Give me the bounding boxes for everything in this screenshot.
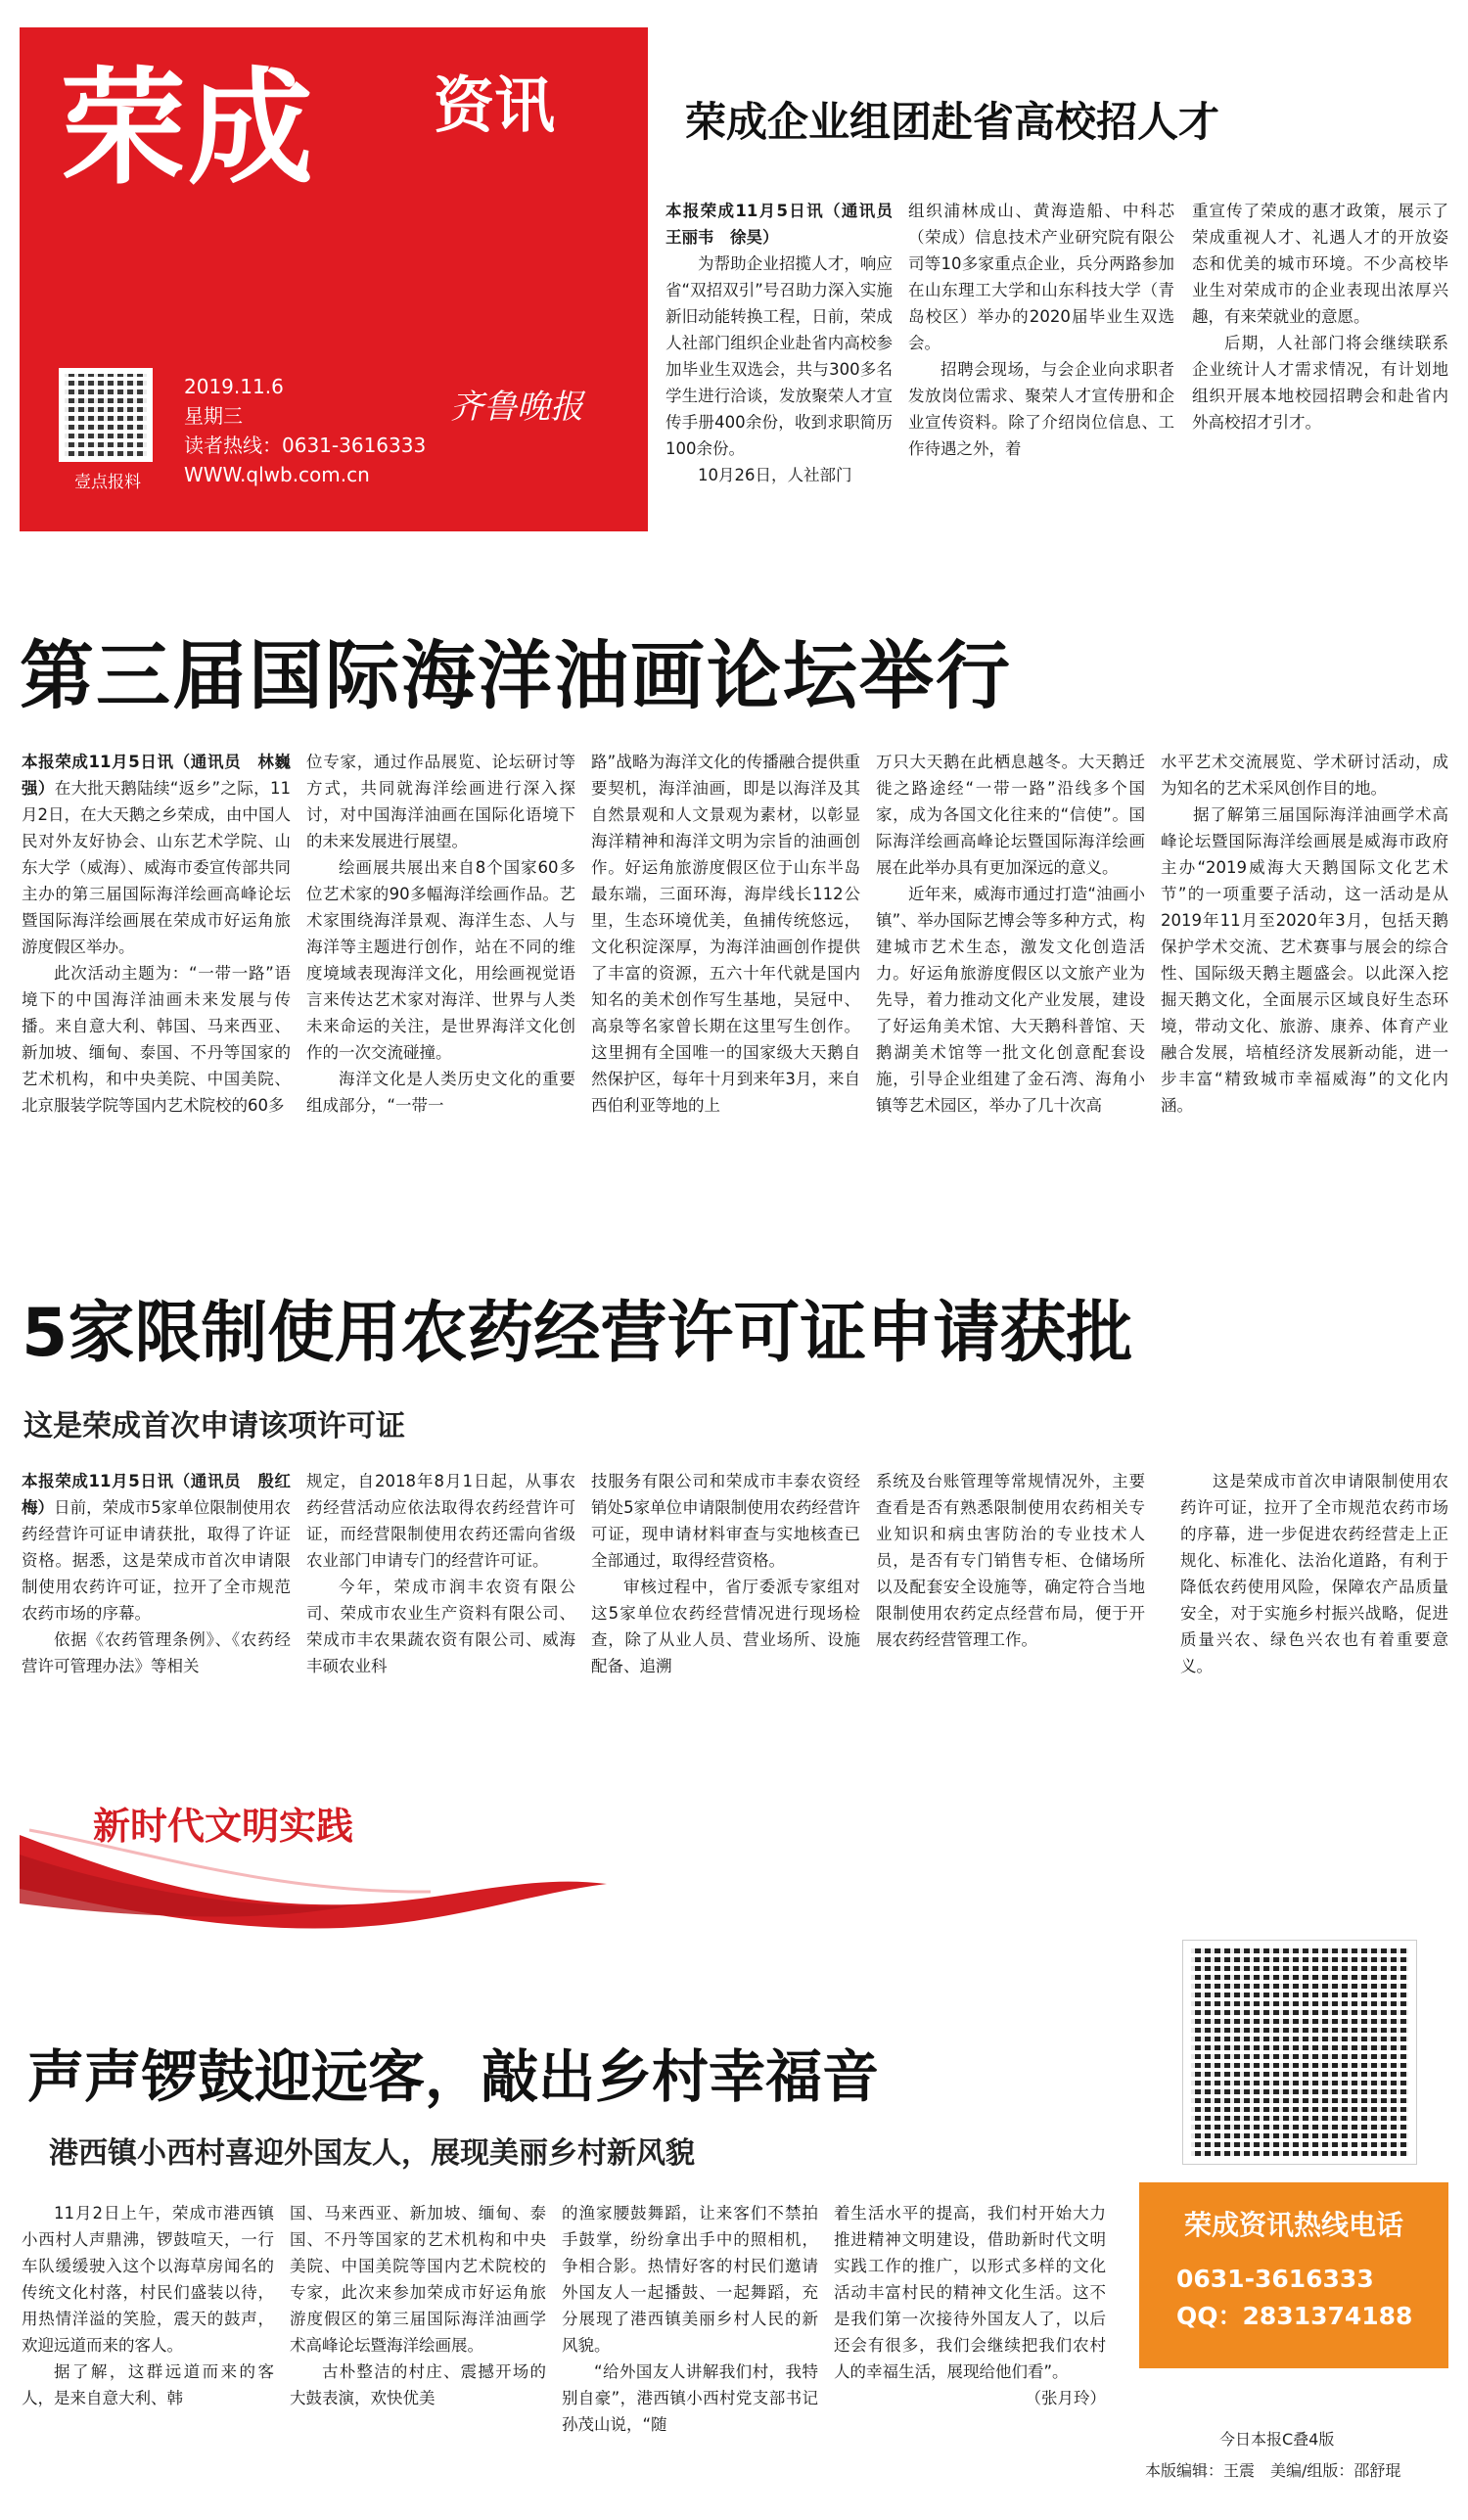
hotline-phone[interactable]: 0631-3616333 [1176, 2265, 1374, 2293]
banner-title: 新时代文明实践 [93, 1804, 354, 1848]
article1-col2: 组织浦林成山、黄海造船、中科芯（荣成）信息技术产业研究院有限公司等10多家重点企业，兵分两路参加在山东理工大学和山东科技大学（青岛校区）举办的2020届毕业生双选会。 招聘会现场，与会企业向求职者发放岗位需求、聚荣人才宣传册和企业宣传资料。除了介绍岗位信息、工作待遇之外，着 [908, 202, 1174, 458]
article4-col3: 的渔家腰鼓舞蹈，让来客们不禁拍手鼓掌，纷纷拿出手中的照相机，争相合影。热情好客的村民们邀请外国友人一起播鼓、一起舞蹈，充分展现了港西镇美丽乡村人民的新风貌。 “给外国友人讲解我们村，我特别自豪”，港西镇小西村党支部书记孙茂山说，“随 [562, 2204, 818, 2434]
article2-byline: 本报荣成11月5日讯（通讯员 林巍强） [22, 753, 291, 798]
article3-col2: 规定，自2018年8月1日起，从事农药经营活动应依法取得农药经营许可证，而经营限制使用农药还需向省级农业部门申请专门的经营许可证。 今年，荣成市润丰农资有限公司、荣成市农业生产资料有限公司、荣成市丰农果蔬农资有限公司、威海丰硕农业科 [306, 1472, 575, 1675]
article2-col4: 万只大天鹅在此栖息越冬。大天鹅迁徙之路途经“一带一路”沿线多个国家，成为各国文化往来的“信使”。国际海洋绘画高峰论坛暨国际海洋绘画展在此举办具有更加深远的意义。 近年来，威海市通过打造“油画小镇”、举办国际艺博会等多种方式，构建城市艺术生态，激发文化创造活力。好运角旅游度假区以文旅产业为先导，着力推动文化产业发展，建设了好运角美术馆、大天鹅科普馆、天鹅湖美术馆等一批文化创意配套设施，引导企业组建了金石湾、海角小镇等艺术园区，举办了几十次高 [876, 753, 1145, 1115]
article1-col3: 重宣传了荣成的惠才政策，展示了荣成重视人才、礼遇人才的开放姿态和优美的城市环境。不少高校毕业生对荣成市的企业表现出浓厚兴趣，有来荣就业的意愿。 后期，人社部门将会继续联系企业统计人才需求情况，有计划地组织开展本地校园招聘会和赴省内外高校招才引才。 [1192, 202, 1448, 432]
article2-col1: 本报荣成11月5日讯（通讯员 林巍强）在大批天鹅陆续“返乡”之际，11月2日，在大天鹅之乡荣成，由中国人民对外友好协会、山东艺术学院、山东大学（威海）、威海市委宣传部共同主办的第三届国际海洋绘画高峰论坛暨国际海洋绘画展在荣成市好运角旅游度假区举办。 此次活动主题为：“一带一路”语境下的中国海洋油画未来发展与传播。来自意大利、韩国、马来西亚、新加坡、缅甸、泰国、不丹等国家的艺术机构，和中央美院、中国美院、北京服装学院等国内艺术院校的60多 [22, 753, 292, 1115]
article2-col5: 水平艺术交流展览、学术研讨活动，成为知名的艺术采风创作目的地。 据了解第三届国际海洋油画学术高峰论坛暨国际海洋绘画展是威海市政府主办“2019威海大天鹅国际文化艺术节”的一项重要子活动，这一活动是从2019年11月至2020年3月，包括天鹅保护学术交流、艺术赛事与展会的综合性、国际级天鹅主题盛会。以此深入挖掘天鹅文化，全面展示区域良好生态环境，带动文化、旅游、康养、体育产业融合发展，培植经济发展新动能，进一步丰富“精致城市幸福威海”的文化内涵。 [1161, 753, 1448, 1115]
article4-col2: 国、马来西亚、新加坡、缅甸、泰国、不丹等国家的艺术机构和中央美院、中国美院等国内艺术院校的专家，此次来参加荣成市好运角旅游度假区的第三届国际海洋油画学术高峰论坛暨海洋绘画展。 古朴整洁的村庄、震撼开场的大鼓表演，欢快优美 [290, 2204, 546, 2407]
hotline-title: 荣成资讯热线电话 [1183, 2209, 1403, 2241]
article4-author: （张月玲） [1025, 2389, 1106, 2407]
issue-weekday: 星期三 [184, 404, 243, 428]
article4-col4: 着生活水平的提高，我们村开始大力推进精神文明建设，借助新时代文明实践工作的推广，以形式多样的文化活动丰富村民的精神文化生活。这不是我们第一次接待外国友人了，以后还会有很多，我们会继续把我们农村人的幸福生活，展现给他们看”。 （张月玲） [834, 2200, 1106, 2411]
article3-col5: 这是荣成市首次申请限制使用农药许可证，拉开了全市规范农药市场的序幕，进一步促进农药经营走上正规化、标准化、法治化道路，有利于降低农药使用风险，保障农产品质量安全，对于实施乡村振兴战略，促进质量兴农、绿色兴农也有着重要意义。 [1180, 1472, 1448, 1675]
article3-byline: 本报荣成11月5日讯（通讯员 殷红梅） [22, 1472, 291, 1517]
issue-date: 2019.11.6 [184, 375, 284, 398]
article2-col2: 位专家，通过作品展览、论坛研讨等方式，共同就海洋绘画进行深入探讨，对中国海洋油画在国际化语境下的未来发展进行展望。 绘画展共展出来自8个国家60多位艺术家的90多幅海洋绘画作品。艺术家围绕海洋景观、海洋生态、人与海洋等主题进行创作，站在不同的维度境域表现海洋文化，用绘画视觉语言来传达艺术家对海洋、世界与人类未来命运的关注，是世界海洋文化创作的一次交流碰撞。 海洋文化是人类历史文化的重要组成部分，“一带一 [306, 753, 575, 1115]
article2-title: 第三届国际海洋油画论坛举行 [20, 632, 1012, 719]
article3-col4: 系统及台账管理等常规情况外，主要查看是否有熟悉限制使用农药相关专业知识和病虫害防治的专业技术人员，是否有专门销售专柜、仓储场所以及配套安全设施等，确定符合当地限制使用农药定点经营布局，便于开展农药经营管理工作。 [876, 1472, 1145, 1649]
masthead-logo: 荣成 [61, 56, 316, 202]
article4-subtitle: 港西镇小西村喜迎外国友人，展现美丽乡村新风貌 [49, 2136, 695, 2171]
masthead-info [184, 372, 426, 489]
footer-pages: 今日本报C叠4版 [1219, 2430, 1335, 2449]
article3-subtitle: 这是荣成首次申请该项许可证 [23, 1409, 405, 1443]
article4-title: 声声锣鼓迎远客，敲出乡村幸福音 [27, 2043, 880, 2110]
masthead [20, 27, 648, 531]
article4-col1: 11月2日上午，荣成市港西镇小西村人声鼎沸，锣鼓喧天，一行车队缓缓驶入这个以海草房闻名的传统文化村落，村民们盛装以待，用热情洋溢的笑脸，震天的鼓声，欢迎远道而来的客人。 据了解，这群远道而来的客人，是来自意大利、韩 [22, 2204, 274, 2407]
paper-name: 齐鲁晚报 [450, 388, 583, 427]
hotline-box [1139, 2182, 1448, 2368]
footer-editors: 本版编辑：王震 美编/组版：邵舒琨 [1145, 2461, 1401, 2480]
hotline-qr-code[interactable] [1182, 1940, 1417, 2165]
reader-hotline: 读者热线：0631-3616333 [184, 434, 427, 457]
article3-col1: 本报荣成11月5日讯（通讯员 殷红梅）日前，荣成市5家单位限制使用农药经营许可证申请获批，取得了许证资格。据悉，这是荣成市首次申请限制使用农药许可证，拉开了全市规范农药市场的序幕。 依据《农药管理条例》、《农药经营许可管理办法》等相关 [22, 1472, 291, 1675]
article3-title: 5家限制使用农药经营许可证申请获批 [22, 1295, 1133, 1372]
civilization-banner [20, 1796, 646, 1933]
website-link[interactable]: WWW.qlwb.com.cn [184, 463, 370, 486]
article1-title: 荣成企业组团赴省高校招人才 [685, 98, 1220, 146]
article1-col1: 本报荣成11月5日讯（通讯员 王丽韦 徐昊） 为帮助企业招揽人才，响应省“双招双引”号召助力深入实施新旧动能转换工程，日前，荣成人社部门组织企业赴省内高校参加毕业生双选会，共与300多名学生进行洽谈，发放聚荣人才宣传手册400余份，收到求职简历100余份。 10月26日，人社部门 [665, 198, 893, 488]
masthead-qr-code[interactable] [59, 368, 153, 462]
article2-col3: 路”战略为海洋文化的传播融合提供重要契机，海洋油画，即是以海洋及其自然景观和人文景观为素材，以彰显海洋精神和海洋文明为宗旨的油画创作。好运角旅游度假区位于山东半岛最东端，三面环海，海岸线长112公里，生态环境优美，鱼捕传统悠远，文化积淀深厚，为海洋油画创作提供了丰富的资源，五六十年代就是国内知名的美术创作写生基地，吴冠中、高泉等名家曾长期在这里写生创作。这里拥有全国唯一的国家级大天鹅自然保护区，每年十月到来年3月，来自西伯利亚等地的上 [591, 753, 860, 1115]
hotline-qq[interactable]: QQ：2831374188 [1176, 2302, 1413, 2330]
masthead-logo-sub: 资讯 [433, 69, 555, 141]
article3-col3: 技服务有限公司和荣成市丰泰农资经销处5家单位申请限制使用农药经营许可证，现申请材料审查与实地核查已全部通过，取得经营资格。 审核过程中，省厅委派专家组对这5家单位农药经营情况进行现场检查，除了从业人员、营业场所、设施配备、追溯 [591, 1472, 860, 1675]
article1-byline: 本报荣成11月5日讯（通讯员 王丽韦 徐昊） [665, 202, 909, 247]
qr-caption: 壹点报料 [74, 473, 141, 492]
